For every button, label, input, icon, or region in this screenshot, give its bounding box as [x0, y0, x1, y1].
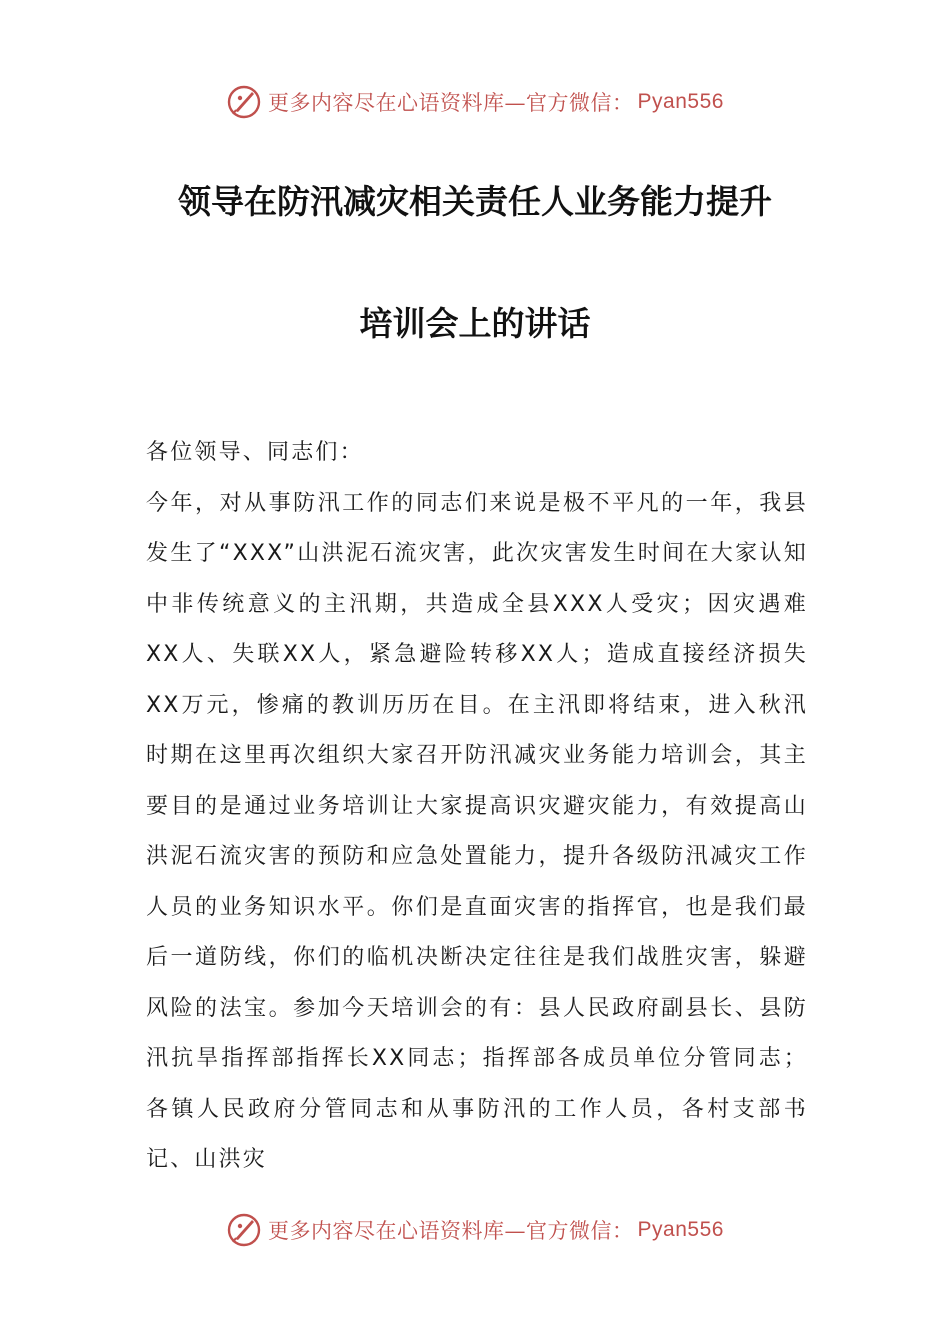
- salutation: 各位领导、同志们：: [146, 440, 364, 465]
- document-title-line-1: 领导在防汛减灾相关责任人业务能力提升: [178, 182, 772, 221]
- watermark-wechat-id: Pyan556: [637, 1218, 724, 1241]
- document-title-line-2: 培训会上的讲话: [359, 304, 591, 343]
- paragraph: 今年，对从事防汛工作的同志们来说是极不平凡的一年，我县发生了“XXX”山洪泥石流灾害，此次灾害发生时间在大家认知中非传统意义的主汛期，共造成全县XXX人受灾；因灾遇难XX人、失联XX人，紧急避险转移XX人；造成直接经济损失XX万元，惨痛的教训历历在目。在主汛即将结束，进入秋汛时期在这里再次组织大家召开防汛减灾业务能力培训会，其主要目的是通过业务培训让大家提高识灾避灾能力，有效提高山洪泥石流灾害的预防和应急处置能力，提升各级防汛减灾工作人员的业务知识水平。你们是直面灾害的指挥官，也是我们最后一道防线，你们的临机决断决定往往是我们战胜灾害，躲避风险的法宝。参加今天培训会的有：县人民政府副县长、县防汛抗旱指挥部指挥长XX同志；指挥部各成员单位分管同志；各镇人民政府分管同志和从事防汛的工作人员，各村支部书记、山洪灾: [146, 490, 808, 1172]
- quill-logo-icon: [226, 84, 262, 120]
- watermark-footer: [0, 1208, 950, 1252]
- watermark-header: [0, 80, 950, 124]
- watermark-wechat-id: Pyan556: [637, 90, 724, 113]
- watermark-label: 更多内容尽在心语资料库—官方微信：: [268, 1219, 634, 1243]
- watermark-label: 更多内容尽在心语资料库—官方微信：: [268, 91, 634, 115]
- quill-logo-icon: [226, 1212, 262, 1248]
- document-body: [146, 428, 808, 1186]
